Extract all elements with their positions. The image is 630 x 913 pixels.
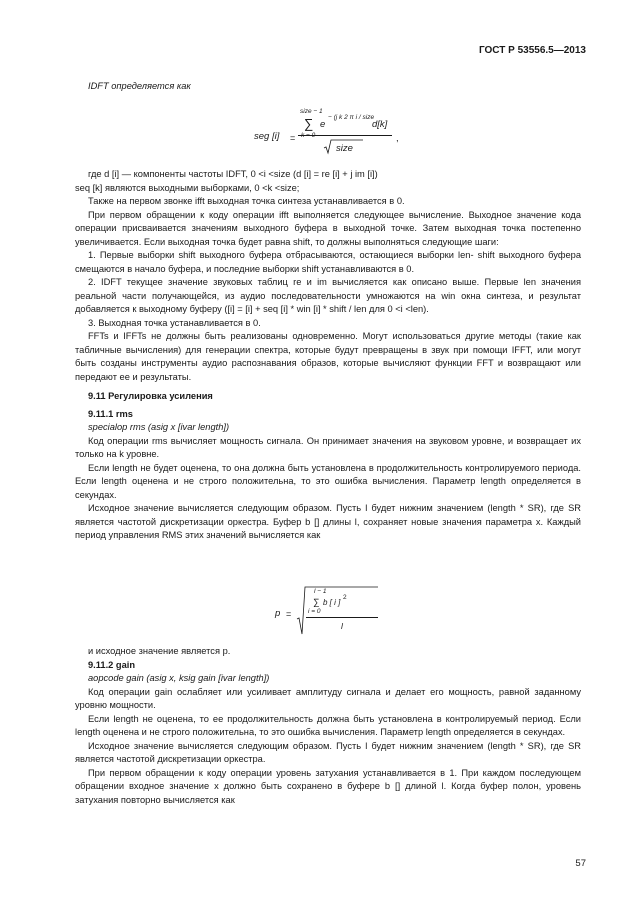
formula-equals: = [286,609,292,619]
paragraph: 2. IDFT текущее значение звуковых таблиц re и im вычисляется как описано выше. Первые len значения реальной части получающейся, из аудио последовательности умножаются на win окна синтеза, и результат добавляется к выходному буферу ([i] = [i] + seq [i] * win [i] * shift / len для 0 <i <len). [75,277,581,314]
paragraph: При первом обращении к коду операции уровень затухания устанавливается в 1. При каждом последующем обращении входное значение x должно быть сохранено в буфере b [] длиной l. Когда буфер полон, уровень затухания повторно вычисляется как [75,767,581,805]
paragraph: и исходное значение является p. [88,646,231,656]
fraction-line [298,135,392,136]
sum-lower-limit: i = 0 [308,608,321,615]
paragraph: Исходное значение вычисляется следующим образом. Пусть l будет нижним значением (length * SR), где SR является частотой дискретизации оркестра. [75,740,581,764]
sum-sign: ∑ [313,597,320,607]
formula-term: b [ i ] [323,598,341,607]
text-block-gain [75,645,581,807]
paragraph: Также на первом звонке ifft выходная точка синтеза устанавливается в 0. [88,196,405,206]
document-header: ГОСТ Р 53556.5—2013 [478,45,586,56]
paragraph: seq [k] являются выходными выборками, 0 <k <size; [75,182,300,193]
formula-comma: , [396,133,399,144]
sum-sign: ∑ [304,116,314,131]
exp-base: e [320,119,326,130]
text-block-intro [75,80,581,94]
paragraph: Код операции gain ослабляет или усиливает амплитуду сигнала и делает его мощность, равной заданному уровню мощности. [75,686,581,710]
formula-lhs: p [275,608,281,619]
syntax-line: specialop rms (asig x [ivar length]) [88,422,230,432]
paragraph: 1. Первые выборки shift выходного буфера отбрасываются, остающиеся выборки len- shift выходного буфера смещаются в начало буфера, и последние выборки shift устанавливаются в 0. [75,250,581,274]
formula-factor: d[k] [372,119,388,130]
section-heading: 9.11 Регулировка усиления [88,391,213,401]
exp-power: − (j k 2 π i / size [328,114,375,121]
paragraph: где d [i] — компоненты частоты IDFT, 0 <i <size (d [i] = re [i] + j im [i]) [88,169,378,179]
page-number: 57 [575,858,586,869]
paragraph: Если length не будет оценена, то она должна быть установлена в продолжительность контролируемого периода. Если length оценена и не строго положительна, то это ошибка вычисления. Параметр length определяется в секундах. [75,462,581,500]
subsection-heading: 9.11.1 rms [88,408,133,419]
formula-power: 2 [343,594,347,601]
fraction-line [306,617,378,618]
paragraph: Исходное значение вычисляется следующим образом. Пусть l будет нижним значением (length * SR), где SR является частотой дискретизации оркестра. Буфер b [] длины l, сохраняет новые значения параметра x. Каждый период управления RMS этих значений вычисляется как [75,503,581,540]
paragraph: 3. Выходная точка устанавливается в 0. [88,317,261,328]
paragraph: IDFT определяется как [88,81,191,91]
formula-lhs: seg [i] [254,131,280,142]
paragraph: Если length не оценена, то ее продолжительность должна быть установлена в контролируемый период. Если length оценена и не строго положительна, то это ошибка вычисления. Параметр length определяется в секундах. [75,713,581,737]
formula-denominator: size [336,143,353,154]
formula-denominator: l [341,621,343,631]
paragraph: FFTs и IFFTs не должны быть реализованы одновременно. Могут использоваться другие методы (такие как табличные вычисления) для генерации спектра, которые будут превращены в звук при помощи IFFT, или могут быть созданы инструменты аудио распознавания образов, которые вычисляют функции FFT и возвращают или передают ее и результаты. [75,331,581,382]
formula-equals: = [290,133,296,143]
paragraph: Код операции rms вычисляет мощность сигнала. Он принимает значения на звуковом уровне, и возвращает их только на k уровне. [75,435,581,459]
subsection-heading: 9.11.2 gain [88,659,136,670]
sum-upper-limit: l − 1 [314,588,327,595]
paragraph: При первом обращении к коду операции ifft выполняется следующее вычисление. Выходное значение кода операции присваивается значениям выходного буфера в выходной точке. Затем выходная точка постепенно увеличивается. Если выходная точка будет равна shift, то должны выполняться следующие шаги: [75,209,581,247]
syntax-line: aopcode gain (asig x, ksig gain [ivar length]) [88,673,270,683]
text-block-ifft [75,168,581,543]
sum-lower-limit: k = 0 [301,132,316,139]
sum-upper-limit: size − 1 [300,108,323,115]
